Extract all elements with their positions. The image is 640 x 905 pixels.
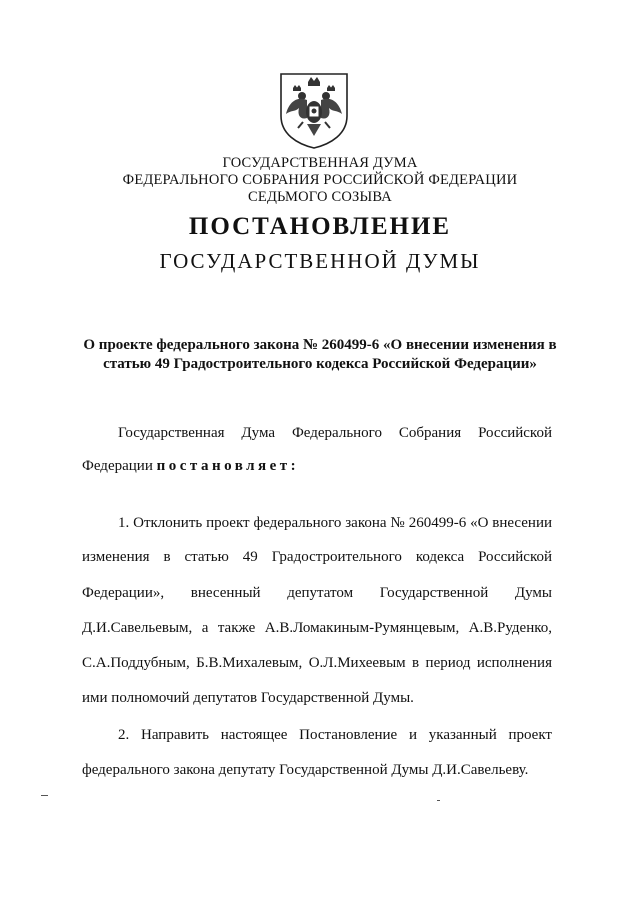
scan-mark [41,795,48,796]
russian-coat-of-arms-icon [277,72,351,150]
document-type: ПОСТАНОВЛЕНИЕ [188,213,452,240]
document-title-line-1: О проекте федерального закона № 260499-6 «О внесении изменения в [83,337,557,353]
document-subtitle: ГОСУДАРСТВЕННОЙ ДУМЫ [159,249,481,273]
para1-line-5: С.А.Поддубным, Б.В.Михалевым, О.Л.Михеевым в период исполнения [82,655,552,671]
para2-line-1: 2. Направить настоящее Постановление и указанный проект [118,727,552,743]
org-line-3: СЕДЬМОГО СОЗЫВА [248,189,392,205]
intro-resolves: постановляет: [156,458,300,474]
intro-federation: Федерации [82,458,153,474]
para1-line-2: изменения в статью 49 Градостроительного кодекса Российской [82,549,552,565]
para1-line-1: 1. Отклонить проект федерального закона № 260499-6 «О внесении [118,515,552,531]
org-line-2: ФЕДЕРАЛЬНОГО СОБРАНИЯ РОССИЙСКОЙ ФЕДЕРАЦИИ [122,172,518,188]
para1-line-6: ими полномочий депутатов Государственной Думы. [82,690,414,706]
para2-line-2: федерального закона депутату Государственной Думы Д.И.Савельеву. [82,762,529,778]
para1-line-3: Федерации», внесенный депутатом Государственной Думы [82,585,552,601]
intro-line-2 [82,457,299,475]
scan-mark [437,800,440,801]
org-line-1: ГОСУДАРСТВЕННАЯ ДУМА [222,155,418,171]
intro-line-1: Государственная Дума Федерального Собрания Российской [118,425,552,441]
para1-line-4: Д.И.Савельевым, а также А.В.Ломакиным-Румянцевым, А.В.Руденко, [82,620,552,636]
document-title-line-2: статью 49 Градостроительного кодекса Российской Федерации» [103,356,537,372]
